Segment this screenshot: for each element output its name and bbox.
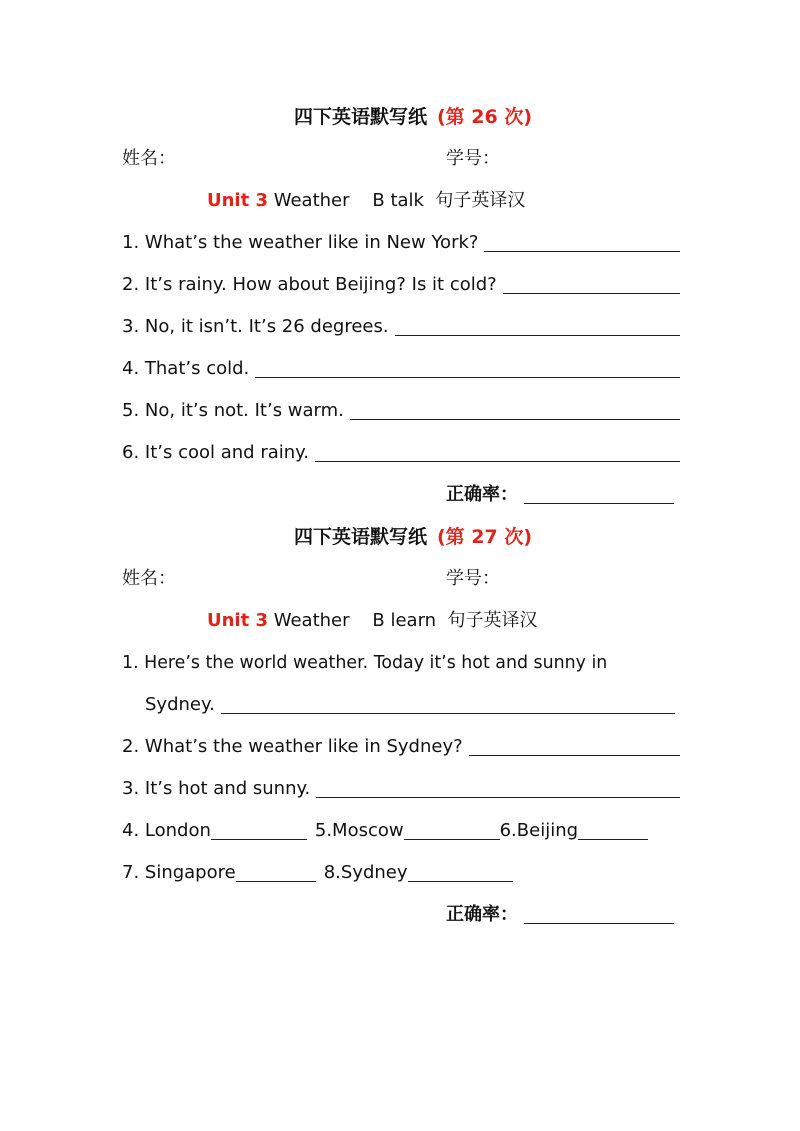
question-2 xyxy=(122,272,680,298)
question-3 xyxy=(122,776,680,802)
answer-blank[interactable] xyxy=(236,881,316,882)
question-5 xyxy=(122,398,680,424)
answer-blank[interactable] xyxy=(350,419,680,420)
title-count: (第 26 次) xyxy=(436,106,533,128)
unit-number: Unit 3 xyxy=(207,190,268,211)
question-text: 6. It’s cool and rainy. xyxy=(122,442,309,463)
answer-blank[interactable] xyxy=(469,755,680,756)
answer-blank[interactable] xyxy=(503,293,680,294)
answer-blank[interactable] xyxy=(408,881,513,882)
unit-number: Unit 3 xyxy=(207,610,268,631)
question-6 xyxy=(122,440,680,466)
question-text: 2. It’s rainy. How about Beijing? Is it cold? xyxy=(122,274,497,295)
question-text: 2. What’s the weather like in Sydney? xyxy=(122,736,463,757)
accuracy-label: 正确率： xyxy=(446,904,518,925)
student-id-label: 学号： xyxy=(446,568,500,589)
question-4 xyxy=(122,356,680,382)
sheet-title xyxy=(122,524,680,550)
question-8-text: 8.Sydney xyxy=(323,862,408,883)
answer-blank[interactable] xyxy=(211,839,307,840)
question-text: 4. That’s cold. xyxy=(122,358,250,379)
accuracy-label: 正确率： xyxy=(446,484,518,505)
accuracy-row xyxy=(122,902,680,928)
title-count: (第 27 次) xyxy=(436,526,533,548)
question-text: 1. What’s the weather like in New York? xyxy=(122,232,479,253)
answer-blank[interactable] xyxy=(395,335,680,336)
question-text: 3. It’s hot and sunny. xyxy=(122,778,311,799)
answer-blank[interactable] xyxy=(315,461,680,462)
title-main: 四下英语默写纸 xyxy=(293,106,427,128)
accuracy-blank[interactable] xyxy=(524,503,674,504)
question-2 xyxy=(122,734,680,760)
unit-heading xyxy=(207,188,680,214)
question-1 xyxy=(122,230,680,256)
question-text: 1. Here’s the world weather. Today it’s hot and sunny in xyxy=(122,653,608,673)
question-text: 3. No, it isn’t. It’s 26 degrees. xyxy=(122,316,389,337)
question-3 xyxy=(122,314,680,340)
student-info-row xyxy=(122,146,680,172)
answer-blank[interactable] xyxy=(221,713,675,714)
title-main: 四下英语默写纸 xyxy=(293,526,427,548)
question-6-text: 6.Beijing xyxy=(499,820,579,841)
unit-topic: Weather B talk 句子英译汉 xyxy=(268,190,526,211)
student-info-row xyxy=(122,566,680,592)
name-label: 姓名： xyxy=(122,148,176,169)
question-1-line-1 xyxy=(122,650,680,676)
question-1-line-2 xyxy=(145,692,675,718)
unit-topic: Weather B learn 句子英译汉 xyxy=(268,610,538,631)
accuracy-blank[interactable] xyxy=(524,923,674,924)
question-4-text: 4. London xyxy=(122,820,211,841)
sheet-title xyxy=(122,104,680,130)
student-id-label: 学号： xyxy=(446,148,500,169)
city-row-1 xyxy=(122,818,678,844)
question-7-text: 7. Singapore xyxy=(122,862,236,883)
name-label: 姓名： xyxy=(122,568,176,589)
answer-blank[interactable] xyxy=(578,839,648,840)
question-text: 5. No, it’s not. It’s warm. xyxy=(122,400,344,421)
answer-blank[interactable] xyxy=(404,839,500,840)
accuracy-row xyxy=(122,482,680,508)
unit-heading xyxy=(207,608,680,634)
question-5-text: 5.Moscow xyxy=(314,820,404,841)
question-text: Sydney. xyxy=(145,694,215,715)
answer-blank[interactable] xyxy=(484,251,680,252)
answer-blank[interactable] xyxy=(255,377,680,378)
city-row-2 xyxy=(122,860,680,886)
answer-blank[interactable] xyxy=(316,797,680,798)
